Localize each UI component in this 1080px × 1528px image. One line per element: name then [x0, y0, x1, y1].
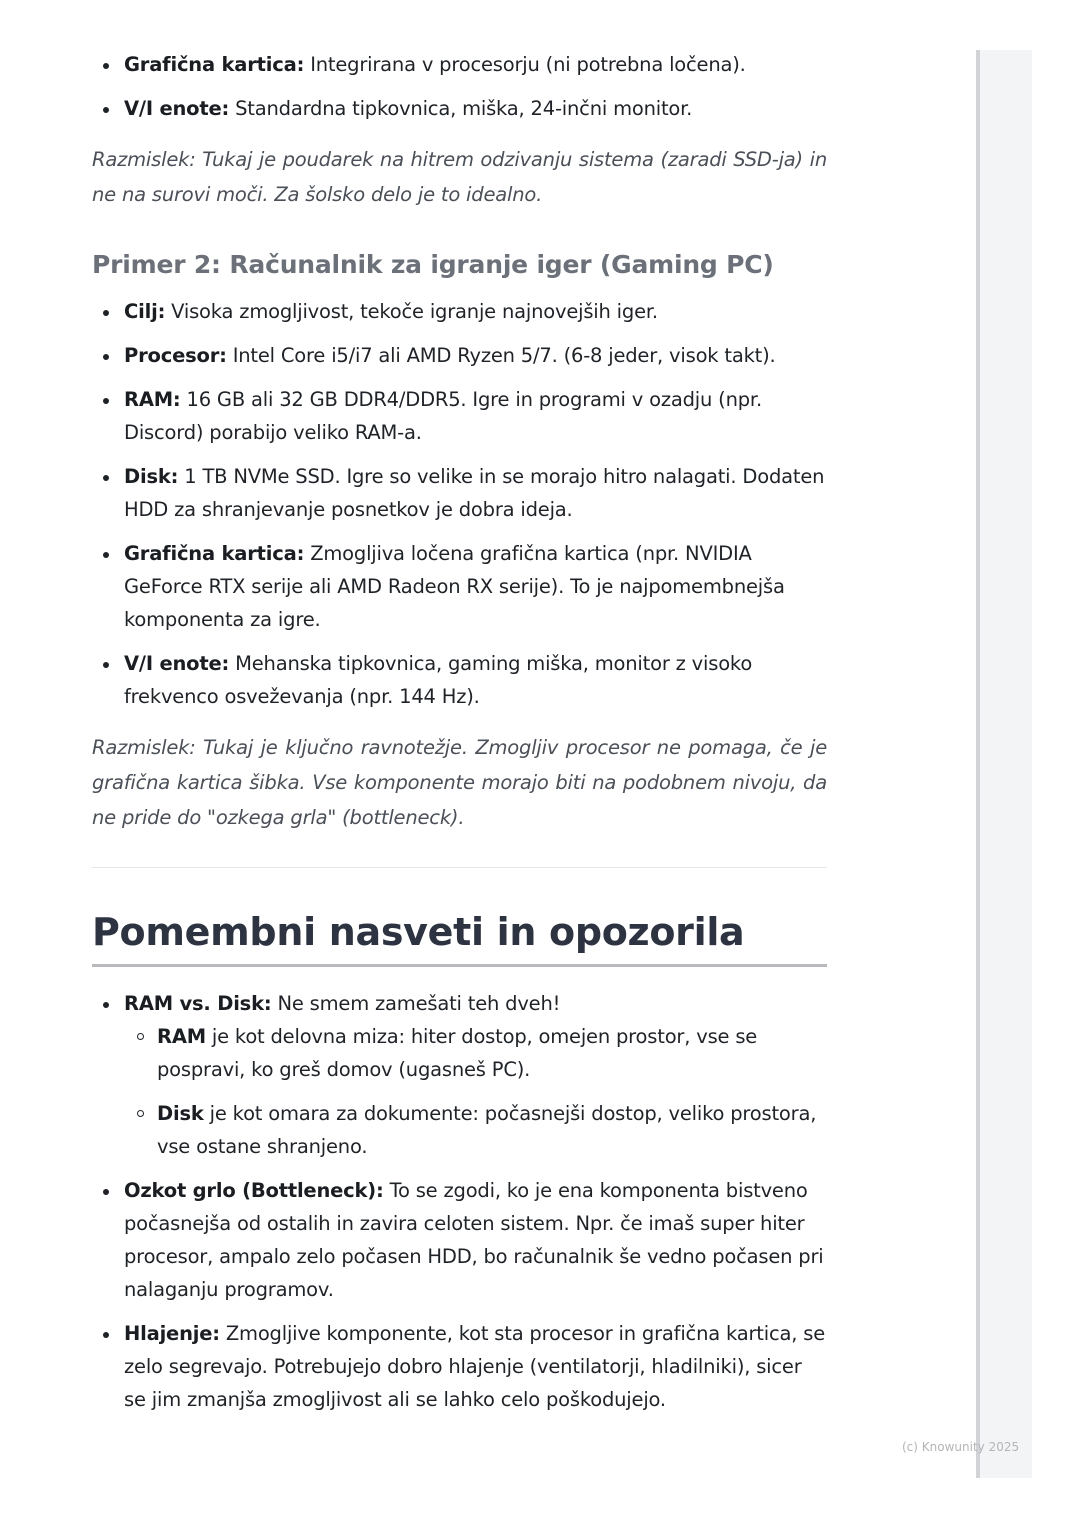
copyright-watermark: (c) Knowunity 2025 [902, 1440, 1020, 1454]
item-label: RAM: [124, 388, 181, 411]
list-item [124, 339, 827, 372]
reflection-note-2: Razmislek: Tukaj je ključno ravnotežje. Zmogljiv procesor ne pomaga, če je grafična kartica šibka. Vse komponente morajo biti na podobnem nivoju, da ne pride do "ozkega grla" (bottleneck). [92, 736, 827, 829]
item-label: Ozkot grlo (Bottleneck): [124, 1179, 384, 1202]
item-label: V/I enote: [124, 652, 230, 675]
item-label: Grafična kartica: [124, 53, 305, 76]
sub-list-item [157, 1020, 827, 1086]
list-item [124, 48, 827, 81]
tips-heading: Pomembni nasveti in opozorila [92, 910, 827, 967]
item-label: RAM vs. Disk: [124, 992, 272, 1015]
reflection-note-1: Razmislek: Tukaj je poudarek na hitrem odzivanju sistema (zaradi SSD-ja) in ne na surovi moči. Za šolsko delo je to idealno. [92, 148, 827, 206]
item-text: Ne smem zamešati teh dveh! [271, 992, 561, 1015]
page-side-panel [976, 50, 1032, 1478]
list-item [124, 537, 827, 636]
item-label: Cilj: [124, 300, 166, 323]
section-divider [92, 867, 827, 868]
list-item [124, 295, 827, 328]
item-text: Zmogljiva ločena grafična kartica (npr. NVIDIA GeForce RTX serije ali AMD Radeon RX serije). To je najpomembnejša komponenta za igre. [124, 542, 785, 631]
list-item-cooling [124, 1317, 827, 1416]
item-text: To se zgodi, ko je ena komponenta bistveno počasnejša od ostalih in zavira celoten sistem. Npr. če imaš super hiter procesor, ampalo zelo počasen HDD, bo računalnik še vedno počasen pri nalaganju programov. [124, 1179, 824, 1301]
item-label: RAM [157, 1025, 206, 1048]
example-2-heading: Primer 2: Računalnik za igranje iger (Gaming PC) [92, 250, 774, 279]
document-content [92, 48, 827, 1427]
item-label: Grafična kartica: [124, 542, 305, 565]
item-text: 16 GB ali 32 GB DDR4/DDR5. Igre in programi v ozadju (npr. Discord) porabijo veliko RAM-a. [124, 388, 762, 444]
list-item [124, 383, 827, 449]
item-text: je kot delovna miza: hiter dostop, omejen prostor, vse se pospravi, ko greš domov (ugasneš PC). [157, 1025, 758, 1081]
item-text: Integrirana v procesorju (ni potrebna ločena). [304, 53, 746, 76]
item-text: Zmogljive komponente, kot sta procesor in grafična kartica, se zelo segrevajo. Potrebujejo dobro hlajenje (ventilatorji, hladilniki), sicer se jim zmanjša zmogljivost ali se lahko celo poškodujejo. [124, 1322, 825, 1411]
item-label: Procesor: [124, 344, 227, 367]
sub-list-item [157, 1097, 827, 1163]
item-text: Mehanska tipkovnica, gaming miška, monitor z visoko frekvenco osveževanja (npr. 144 Hz). [124, 652, 753, 708]
list-item-ram-vs-disk [124, 987, 827, 1163]
item-text: je kot omara za dokumente: počasnejši dostop, veliko prostora, vse ostane shranjeno. [157, 1102, 817, 1158]
item-text: Visoka zmogljivost, tekoče igranje najnovejših iger. [165, 300, 658, 323]
item-text: 1 TB NVMe SSD. Igre so velike in se morajo hitro nalagati. Dodaten HDD za shranjevanje posnetkov je dobra ideja. [124, 465, 825, 521]
list-item [124, 92, 827, 125]
item-label: Disk: [124, 465, 179, 488]
tips-list [92, 987, 827, 1416]
list-item [124, 647, 827, 713]
item-label: V/I enote: [124, 97, 230, 120]
list-item-bottleneck [124, 1174, 827, 1306]
ram-vs-disk-sublist [124, 1020, 827, 1163]
list-item [124, 460, 827, 526]
example-1-list-tail [92, 48, 827, 125]
item-label: Hlajenje: [124, 1322, 220, 1345]
item-text: Intel Core i5/i7 ali AMD Ryzen 5/7. (6-8 jeder, visok takt). [226, 344, 776, 367]
example-2-list [92, 295, 827, 713]
item-text: Standardna tipkovnica, miška, 24-inčni monitor. [229, 97, 693, 120]
item-label: Disk [157, 1102, 204, 1125]
